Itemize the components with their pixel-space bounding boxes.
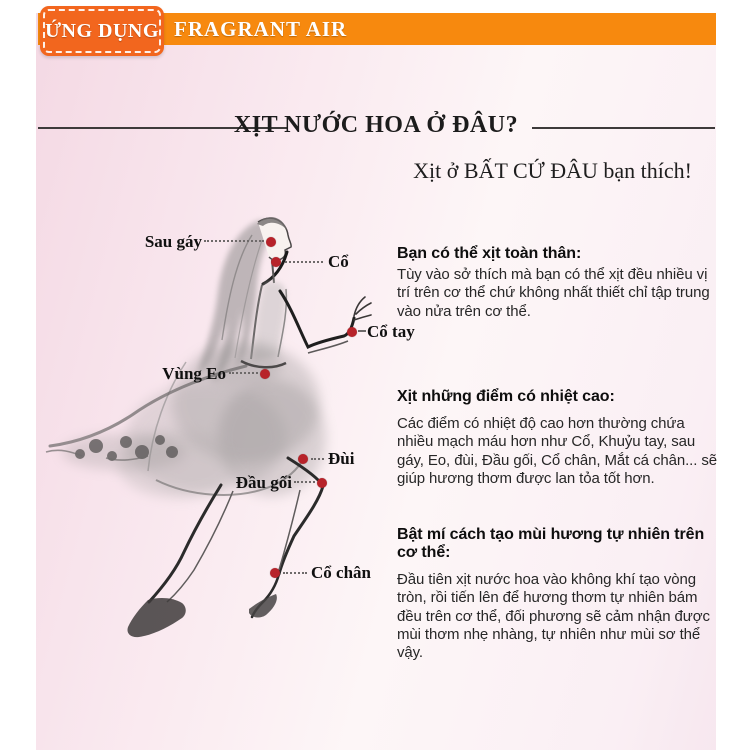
spot-dot-co-tay (347, 327, 357, 337)
leader-line-dau-goi (294, 481, 315, 483)
section-natural-scent (397, 526, 717, 662)
spot-label-sau-gay: Sau gáy (144, 232, 202, 251)
title-rule-right (532, 127, 715, 129)
spot-label-dui: Đùi (328, 449, 355, 468)
section-natural-scent-heading: Bật mí cách tạo mùi hương tự nhiên trên cơ thể: (397, 526, 705, 561)
brand-name: FRAGRANT AIR (174, 17, 348, 41)
spot-dot-dau-goi (317, 478, 327, 488)
section-full-body (397, 245, 717, 321)
leader-line-sau-gay (204, 240, 264, 242)
spot-dot-dui (298, 454, 308, 464)
spot-dot-vung-eo (260, 369, 270, 379)
page-title: XỊT NƯỚC HOA Ở ĐÂU? (233, 112, 519, 138)
section-heat-points (397, 388, 717, 488)
spot-label-co: Cổ (328, 252, 349, 271)
category-tab (40, 6, 164, 56)
section-natural-scent-text: Đầu tiên xịt nước hoa vào không khí tạo vòng tròn, rồi tiến lên để hương thơm tự nhiên bám đều trên cơ thể, đối phương sẽ cảm nhận được mùi thơm nhẹ nhàng, tự nhiên như mùi sơ thể vậy. (397, 571, 710, 662)
category-tab-dashed-frame (43, 9, 161, 53)
spot-dot-sau-gay (266, 237, 276, 247)
woman-sketch-illustration (36, 190, 436, 670)
section-full-body-text: Tùy vào sở thích mà bạn có thể xịt đều nhiều vị trí trên cơ thể chứ không nhất thiết chỉ tập trung vào nửa trên cơ thể. (397, 266, 710, 320)
spot-dot-co (271, 257, 281, 267)
spot-label-dau-goi: Đầu gối (235, 473, 292, 492)
leader-line-vung-eo (229, 372, 258, 374)
section-heat-points-heading: Xịt những điểm có nhiệt cao: (397, 388, 615, 405)
leader-line-co (285, 261, 323, 263)
leader-line-co-tay (358, 330, 366, 332)
section-full-body-heading: Bạn có thể xịt toàn thân: (397, 245, 582, 262)
spot-dot-co-chan (270, 568, 280, 578)
section-heat-points-text: Các điểm có nhiệt độ cao hơn thường chứa nhiều mạch máu hơn như Cổ, Khuỷu tay, sau gáy, Eo, đùi, Đầu gối, Cổ chân, Mắt cá chân... sẽ giúp hương thơm được lan tỏa tốt hơn. (397, 415, 718, 487)
leader-line-dui (311, 458, 324, 460)
leader-line-co-chan (283, 572, 307, 574)
category-tab-label: ỨNG DỤNG (45, 19, 159, 42)
spot-label-vung-eo: Vùng Eo (162, 364, 226, 383)
spot-label-co-chan: Cổ chân (311, 563, 371, 582)
page-subtitle: Xịt ở BẤT CỨ ĐÂU bạn thích! (413, 158, 692, 183)
spot-label-co-tay: Cổ tay (367, 322, 415, 341)
